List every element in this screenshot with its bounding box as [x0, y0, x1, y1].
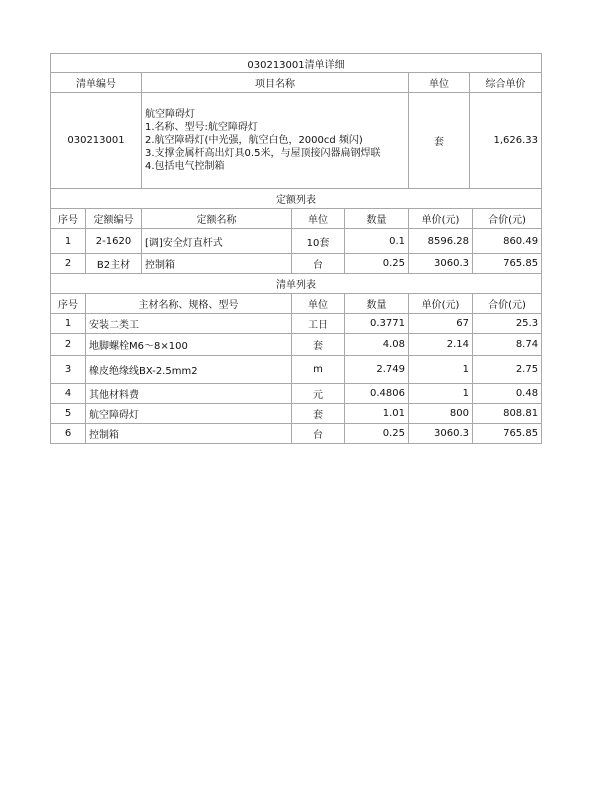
material-cell: 4 — [51, 384, 86, 404]
material-cell: 0.25 — [345, 424, 409, 444]
material-row — [51, 424, 542, 444]
materials-section-title: 清单列表 — [51, 274, 542, 294]
material-cell: 控制箱 — [86, 424, 292, 444]
material-cell: 2.14 — [409, 334, 473, 356]
materials-header: 单位 — [292, 294, 345, 314]
header-unit-price: 综合单价 — [470, 73, 542, 93]
description-line: 2.航空障碍灯(中光强，航空白色，2000cd 频闪) — [145, 135, 363, 146]
quota-row — [51, 254, 542, 274]
quota-cell: 1 — [51, 229, 86, 254]
quota-header: 合价(元) — [473, 209, 542, 229]
quota-cell: 8596.28 — [409, 229, 473, 254]
material-cell: 3 — [51, 356, 86, 384]
material-cell: 套 — [292, 404, 345, 424]
material-row — [51, 356, 542, 384]
quota-cell: [调]安全灯直杆式 — [142, 229, 292, 254]
quota-header: 序号 — [51, 209, 86, 229]
material-cell: 25.3 — [473, 314, 542, 334]
material-cell: 航空障碍灯 — [86, 404, 292, 424]
item-description — [142, 93, 409, 189]
material-cell: 4.08 — [345, 334, 409, 356]
material-cell: m — [292, 356, 345, 384]
header-bill-code: 清单编号 — [51, 73, 142, 93]
material-cell: 台 — [292, 424, 345, 444]
material-cell: 1 — [409, 384, 473, 404]
description-line: 1.名称、型号:航空障碍灯 — [145, 122, 258, 133]
quota-cell: 0.25 — [345, 254, 409, 274]
material-cell: 1 — [51, 314, 86, 334]
quota-header: 单位 — [292, 209, 345, 229]
quota-cell: 765.85 — [473, 254, 542, 274]
material-cell: 8.74 — [473, 334, 542, 356]
description-line: 4.包括电气控制箱 — [145, 161, 225, 172]
material-cell: 2.749 — [345, 356, 409, 384]
materials-header: 数量 — [345, 294, 409, 314]
quota-header: 定额编号 — [86, 209, 142, 229]
header-item-name: 项目名称 — [142, 73, 409, 93]
material-cell: 其他材料费 — [86, 384, 292, 404]
quota-header: 定额名称 — [142, 209, 292, 229]
material-cell: 1.01 — [345, 404, 409, 424]
quota-cell: 台 — [292, 254, 345, 274]
material-cell: 0.48 — [473, 384, 542, 404]
material-cell: 地脚螺栓M6～8×100 — [86, 334, 292, 356]
material-cell: 套 — [292, 334, 345, 356]
quota-cell: 0.1 — [345, 229, 409, 254]
materials-header: 合价(元) — [473, 294, 542, 314]
material-row — [51, 384, 542, 404]
bill-price: 1,626.33 — [470, 93, 542, 189]
detail-table — [50, 188, 542, 444]
material-cell: 橡皮绝缘线BX-2.5mm2 — [86, 356, 292, 384]
quota-section-title: 定额列表 — [51, 189, 542, 209]
quota-cell: 2-1620 — [86, 229, 142, 254]
quota-header: 数量 — [345, 209, 409, 229]
material-cell: 0.4806 — [345, 384, 409, 404]
materials-header: 主材名称、规格、型号 — [86, 294, 292, 314]
description-line: 3.支撑金属杆高出灯具0.5米，与屋顶接闪器扁钢焊联 — [145, 148, 381, 159]
bill-unit: 套 — [409, 93, 470, 189]
quota-cell: 10套 — [292, 229, 345, 254]
material-cell: 2 — [51, 334, 86, 356]
quota-header: 单价(元) — [409, 209, 473, 229]
material-cell: 800 — [409, 404, 473, 424]
page-title: 030213001清单详细 — [51, 54, 542, 73]
material-row — [51, 314, 542, 334]
quota-cell: B2主材 — [86, 254, 142, 274]
material-cell: 1 — [409, 356, 473, 384]
materials-header: 单价(元) — [409, 294, 473, 314]
material-cell: 元 — [292, 384, 345, 404]
material-cell: 工日 — [292, 314, 345, 334]
bill-code: 030213001 — [51, 93, 142, 189]
material-cell: 67 — [409, 314, 473, 334]
material-cell: 5 — [51, 404, 86, 424]
description-line: 航空障碍灯 — [145, 109, 195, 120]
material-row — [51, 404, 542, 424]
material-cell: 0.3771 — [345, 314, 409, 334]
materials-header: 序号 — [51, 294, 86, 314]
material-cell: 2.75 — [473, 356, 542, 384]
material-cell: 765.85 — [473, 424, 542, 444]
header-unit: 单位 — [409, 73, 470, 93]
material-cell: 安装二类工 — [86, 314, 292, 334]
material-cell: 6 — [51, 424, 86, 444]
quota-cell: 3060.3 — [409, 254, 473, 274]
quota-row — [51, 229, 542, 254]
material-cell: 808.81 — [473, 404, 542, 424]
bill-table — [50, 53, 542, 189]
quota-cell: 860.49 — [473, 229, 542, 254]
quota-cell: 控制箱 — [142, 254, 292, 274]
quota-cell: 2 — [51, 254, 86, 274]
material-row — [51, 334, 542, 356]
material-cell: 3060.3 — [409, 424, 473, 444]
